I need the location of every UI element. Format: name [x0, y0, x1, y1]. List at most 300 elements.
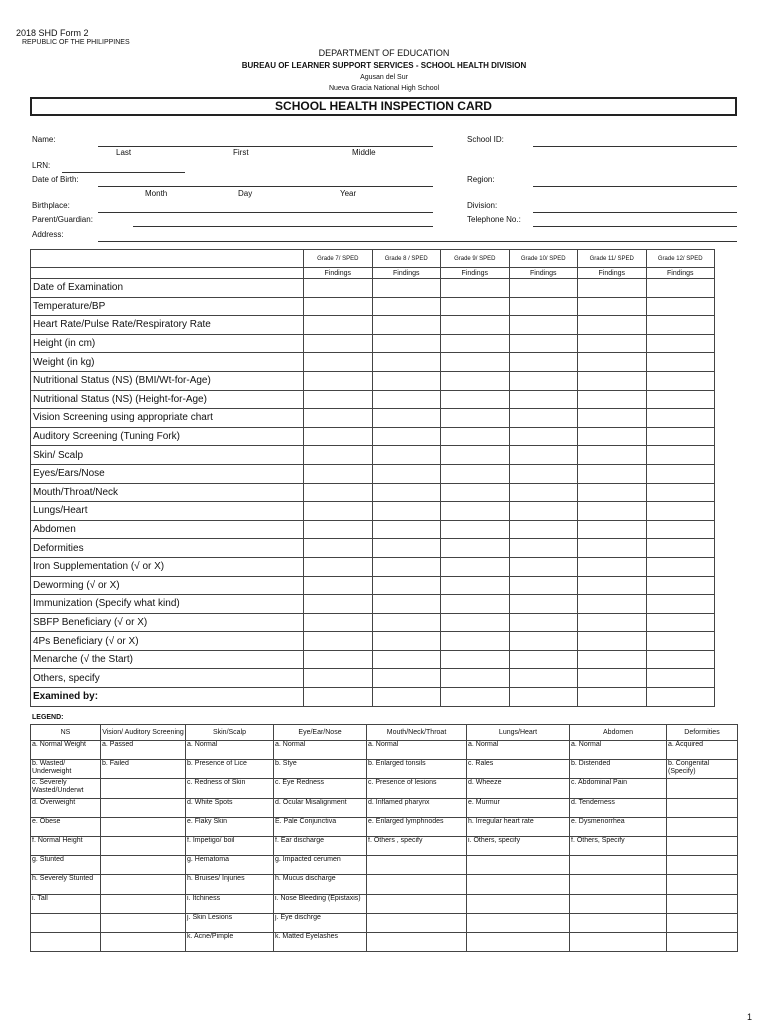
findings-cell[interactable] — [304, 334, 373, 353]
birthplace-label: Birthplace: — [32, 201, 70, 210]
table-row — [31, 632, 715, 651]
legend-cell: f. Normal Height — [31, 836, 101, 855]
legend-cell — [667, 856, 738, 875]
findings-cell[interactable] — [441, 557, 510, 576]
row-label: Deformities — [31, 539, 304, 558]
findings-cell[interactable] — [441, 520, 510, 539]
findings-cell[interactable] — [646, 390, 715, 409]
findings-cell[interactable] — [441, 502, 510, 521]
row-label: Temperature/BP — [31, 297, 304, 316]
findings-cell[interactable] — [509, 316, 578, 335]
lrn-label: LRN: — [32, 161, 51, 170]
table-row — [31, 520, 715, 539]
findings-cell[interactable] — [372, 297, 441, 316]
table-row — [31, 427, 715, 446]
findings-cell[interactable] — [304, 427, 373, 446]
grade-header: Grade 8 / SPED — [372, 250, 441, 268]
findings-cell[interactable] — [578, 557, 647, 576]
findings-cell[interactable] — [304, 464, 373, 483]
row-label: Examined by: — [31, 688, 304, 707]
school-id-field[interactable] — [533, 146, 737, 147]
legend-cell: i. Itchiness — [186, 894, 274, 913]
legend-row — [31, 913, 738, 932]
legend-cell — [367, 856, 467, 875]
findings-cell[interactable] — [509, 334, 578, 353]
legend-cell: j. Skin Lesions — [186, 913, 274, 932]
findings-cell[interactable] — [646, 669, 715, 688]
legend-cell — [467, 894, 570, 913]
legend-header: Mouth/Neck/Throat — [367, 725, 467, 741]
legend-cell: a. Normal — [570, 741, 667, 760]
legend-cell — [467, 932, 570, 951]
findings-cell[interactable] — [509, 539, 578, 558]
findings-cell[interactable] — [372, 632, 441, 651]
findings-cell[interactable] — [578, 279, 647, 298]
findings-cell[interactable] — [372, 427, 441, 446]
findings-header: Findings — [304, 268, 373, 279]
findings-cell[interactable] — [646, 353, 715, 372]
findings-cell[interactable] — [578, 446, 647, 465]
findings-cell[interactable] — [578, 483, 647, 502]
table-row — [31, 279, 715, 298]
legend-cell: d. Overweight — [31, 798, 101, 817]
grade-header-row — [31, 250, 715, 268]
legend-row — [31, 894, 738, 913]
parent-field[interactable] — [133, 226, 433, 227]
findings-cell[interactable] — [372, 502, 441, 521]
findings-cell[interactable] — [578, 409, 647, 428]
division-label: Division: — [467, 201, 498, 210]
legend-row — [31, 875, 738, 894]
findings-cell[interactable] — [509, 464, 578, 483]
findings-cell[interactable] — [372, 688, 441, 707]
findings-cell[interactable] — [646, 502, 715, 521]
legend-cell: b. Enlarged tonsils — [367, 760, 467, 779]
findings-cell[interactable] — [646, 632, 715, 651]
findings-cell[interactable] — [509, 279, 578, 298]
row-label: Deworming (√ or X) — [31, 576, 304, 595]
telephone-label: Telephone No.: — [467, 215, 521, 224]
findings-cell[interactable] — [441, 297, 510, 316]
findings-cell[interactable] — [372, 613, 441, 632]
legend-cell: c. Severely Wasted/Underwt — [31, 779, 101, 798]
findings-cell[interactable] — [304, 390, 373, 409]
header-blank-cell — [31, 250, 304, 268]
legend-cell — [101, 894, 186, 913]
findings-cell[interactable] — [441, 464, 510, 483]
row-label: Vision Screening using appropriate chart — [31, 409, 304, 428]
legend-cell: k. Acne/Pimple — [186, 932, 274, 951]
legend-cell: c. Rales — [467, 760, 570, 779]
findings-cell[interactable] — [646, 409, 715, 428]
findings-cell[interactable] — [509, 409, 578, 428]
legend-cell: d. Wheeze — [467, 779, 570, 798]
findings-cell[interactable] — [372, 409, 441, 428]
findings-cell[interactable] — [578, 371, 647, 390]
legend-cell: a. Normal — [467, 741, 570, 760]
legend-cell — [570, 894, 667, 913]
first-label: First — [233, 148, 249, 157]
table-row — [31, 316, 715, 335]
legend-cell: f. Others , specify — [367, 836, 467, 855]
findings-cell[interactable] — [441, 371, 510, 390]
row-label: Height (in cm) — [31, 334, 304, 353]
findings-cell[interactable] — [509, 650, 578, 669]
findings-cell[interactable] — [372, 316, 441, 335]
findings-cell[interactable] — [304, 353, 373, 372]
findings-cell[interactable] — [304, 409, 373, 428]
row-label: Iron Supplementation (√ or X) — [31, 557, 304, 576]
findings-cell[interactable] — [372, 576, 441, 595]
legend-cell: d. White Spots — [186, 798, 274, 817]
findings-cell[interactable] — [304, 539, 373, 558]
legend-cell — [570, 932, 667, 951]
findings-cell[interactable] — [646, 446, 715, 465]
findings-cell[interactable] — [304, 650, 373, 669]
findings-cell[interactable] — [509, 576, 578, 595]
legend-header: Eye/Ear/Nose — [274, 725, 367, 741]
findings-cell[interactable] — [578, 427, 647, 446]
findings-cell[interactable] — [509, 427, 578, 446]
table-row — [31, 297, 715, 316]
findings-header: Findings — [646, 268, 715, 279]
legend-cell: h. Mucus discharge — [274, 875, 367, 894]
republic-label: REPUBLIC OF THE PHILIPPINES — [22, 39, 130, 46]
findings-cell[interactable] — [372, 353, 441, 372]
legend-cell: h. Bruises/ Injuries — [186, 875, 274, 894]
findings-cell[interactable] — [509, 669, 578, 688]
legend-cell — [467, 913, 570, 932]
legend-cell — [667, 798, 738, 817]
legend-cell: c. Presence of lesions — [367, 779, 467, 798]
findings-cell[interactable] — [372, 279, 441, 298]
findings-cell[interactable] — [646, 650, 715, 669]
legend-table — [30, 724, 738, 952]
card-title: SCHOOL HEALTH INSPECTION CARD — [30, 97, 737, 116]
findings-cell[interactable] — [372, 539, 441, 558]
findings-cell[interactable] — [372, 371, 441, 390]
findings-cell[interactable] — [441, 279, 510, 298]
header-blank-cell — [31, 268, 304, 279]
findings-cell[interactable] — [578, 632, 647, 651]
region-label: Region: — [467, 175, 495, 184]
row-label: Menarche (√ the Start) — [31, 650, 304, 669]
findings-cell[interactable] — [304, 446, 373, 465]
findings-cell[interactable] — [441, 409, 510, 428]
findings-cell[interactable] — [578, 316, 647, 335]
findings-cell[interactable] — [578, 334, 647, 353]
row-label: SBFP Beneficiary (√ or X) — [31, 613, 304, 632]
findings-cell[interactable] — [304, 279, 373, 298]
legend-cell — [667, 932, 738, 951]
findings-cell[interactable] — [441, 483, 510, 502]
table-row — [31, 464, 715, 483]
findings-cell[interactable] — [441, 446, 510, 465]
legend-cell: a. Normal Weight — [31, 741, 101, 760]
findings-cell[interactable] — [441, 613, 510, 632]
findings-cell[interactable] — [372, 669, 441, 688]
table-row — [31, 502, 715, 521]
findings-cell[interactable] — [578, 539, 647, 558]
findings-cell[interactable] — [441, 334, 510, 353]
legend-cell — [31, 913, 101, 932]
legend-cell — [101, 932, 186, 951]
findings-cell[interactable] — [372, 464, 441, 483]
legend-row — [31, 856, 738, 875]
findings-cell[interactable] — [578, 464, 647, 483]
row-label: Nutritional Status (NS) (BMI/Wt-for-Age) — [31, 371, 304, 390]
findings-cell[interactable] — [509, 557, 578, 576]
findings-cell[interactable] — [578, 576, 647, 595]
findings-cell[interactable] — [304, 595, 373, 614]
findings-cell[interactable] — [304, 632, 373, 651]
legend-cell: j. Eye dischrge — [274, 913, 367, 932]
table-row — [31, 353, 715, 372]
findings-cell[interactable] — [304, 316, 373, 335]
findings-cell[interactable] — [372, 595, 441, 614]
row-label: 4Ps Beneficiary (√ or X) — [31, 632, 304, 651]
findings-cell[interactable] — [304, 371, 373, 390]
findings-cell[interactable] — [509, 446, 578, 465]
legend-cell: e. Dysmenorrhea — [570, 817, 667, 836]
legend-cell: e. Obese — [31, 817, 101, 836]
year-label: Year — [340, 189, 357, 198]
findings-cell[interactable] — [578, 353, 647, 372]
bureau-title: BUREAU OF LEARNER SUPPORT SERVICES - SCHOOL HEALTH DIVISION — [241, 61, 527, 70]
legend-cell — [570, 913, 667, 932]
legend-cell: b. Failed — [101, 760, 186, 779]
legend-cell: c. Abdominal Pain — [570, 779, 667, 798]
grade-header: Grade 12/ SPED — [646, 250, 715, 268]
legend-cell: e. Flaky Skin — [186, 817, 274, 836]
legend-header-row — [31, 725, 738, 741]
legend-cell: d. Ocular Misalignment — [274, 798, 367, 817]
findings-cell[interactable] — [372, 446, 441, 465]
legend-cell — [467, 856, 570, 875]
findings-cell[interactable] — [646, 464, 715, 483]
legend-cell: e. Enlarged lymphnodes — [367, 817, 467, 836]
grade-header: Grade 7/ SPED — [304, 250, 373, 268]
findings-cell[interactable] — [509, 502, 578, 521]
legend-cell: a. Normal — [186, 741, 274, 760]
legend-header: Abdomen — [570, 725, 667, 741]
last-label: Last — [116, 148, 132, 157]
findings-cell[interactable] — [372, 390, 441, 409]
findings-cell[interactable] — [646, 316, 715, 335]
legend-cell: k. Matted Eyelashes — [274, 932, 367, 951]
findings-cell[interactable] — [578, 595, 647, 614]
row-label: Immunization (Specify what kind) — [31, 595, 304, 614]
findings-cell[interactable] — [509, 688, 578, 707]
legend-row — [31, 779, 738, 798]
findings-cell[interactable] — [578, 669, 647, 688]
findings-cell[interactable] — [509, 390, 578, 409]
findings-cell[interactable] — [646, 297, 715, 316]
findings-cell[interactable] — [646, 371, 715, 390]
division-field[interactable] — [533, 212, 737, 213]
findings-cell[interactable] — [509, 353, 578, 372]
row-label: Eyes/Ears/Nose — [31, 464, 304, 483]
findings-cell[interactable] — [646, 483, 715, 502]
findings-cell[interactable] — [441, 650, 510, 669]
table-row — [31, 483, 715, 502]
findings-cell[interactable] — [441, 688, 510, 707]
findings-cell[interactable] — [646, 539, 715, 558]
row-label: Nutritional Status (NS) (Height-for-Age) — [31, 390, 304, 409]
table-row — [31, 334, 715, 353]
page-number: 1 — [746, 1012, 752, 1022]
legend-cell: a. Normal — [367, 741, 467, 760]
findings-cell[interactable] — [304, 520, 373, 539]
legend-cell: b. Congenital (Specify) — [667, 760, 738, 779]
legend-cell — [667, 779, 738, 798]
address-field[interactable] — [98, 241, 737, 242]
findings-cell[interactable] — [646, 427, 715, 446]
legend-cell: i. Tall — [31, 894, 101, 913]
findings-cell[interactable] — [441, 390, 510, 409]
findings-cell[interactable] — [304, 297, 373, 316]
row-label: Weight (in kg) — [31, 353, 304, 372]
findings-cell[interactable] — [646, 279, 715, 298]
region-field[interactable] — [533, 186, 737, 187]
table-row — [31, 446, 715, 465]
school-id-label: School ID: — [467, 135, 504, 144]
dob-field[interactable] — [98, 186, 433, 187]
legend-cell — [467, 875, 570, 894]
findings-cell[interactable] — [304, 483, 373, 502]
table-row — [31, 371, 715, 390]
legend-row — [31, 798, 738, 817]
findings-cell[interactable] — [646, 334, 715, 353]
lrn-field[interactable] — [62, 172, 185, 173]
legend-cell — [31, 932, 101, 951]
findings-cell[interactable] — [441, 632, 510, 651]
findings-cell[interactable] — [372, 334, 441, 353]
findings-cell[interactable] — [441, 316, 510, 335]
telephone-field[interactable] — [533, 226, 737, 227]
table-row — [31, 539, 715, 558]
legend-cell — [667, 913, 738, 932]
findings-cell[interactable] — [304, 688, 373, 707]
findings-cell[interactable] — [578, 613, 647, 632]
findings-cell[interactable] — [646, 520, 715, 539]
findings-header: Findings — [578, 268, 647, 279]
findings-cell[interactable] — [372, 650, 441, 669]
findings-cell[interactable] — [578, 688, 647, 707]
legend-cell: d. Tenderness — [570, 798, 667, 817]
findings-cell[interactable] — [578, 390, 647, 409]
legend-cell — [667, 836, 738, 855]
findings-cell[interactable] — [509, 520, 578, 539]
findings-cell[interactable] — [578, 650, 647, 669]
findings-cell[interactable] — [304, 669, 373, 688]
findings-cell[interactable] — [441, 576, 510, 595]
findings-cell[interactable] — [578, 520, 647, 539]
findings-cell[interactable] — [509, 371, 578, 390]
findings-header: Findings — [509, 268, 578, 279]
findings-cell[interactable] — [304, 576, 373, 595]
findings-cell[interactable] — [304, 502, 373, 521]
findings-cell[interactable] — [372, 520, 441, 539]
findings-cell[interactable] — [509, 595, 578, 614]
findings-cell[interactable] — [372, 557, 441, 576]
name-label: Name: — [32, 135, 56, 144]
legend-row — [31, 932, 738, 951]
findings-cell[interactable] — [509, 632, 578, 651]
legend-cell — [101, 856, 186, 875]
legend-cell: h. Severely Stunted — [31, 875, 101, 894]
findings-cell[interactable] — [646, 595, 715, 614]
findings-header-row — [31, 268, 715, 279]
legend-cell: b. Stye — [274, 760, 367, 779]
legend-cell — [570, 856, 667, 875]
middle-label: Middle — [352, 148, 376, 157]
findings-cell[interactable] — [372, 483, 441, 502]
legend-cell: i. Others, specify — [467, 836, 570, 855]
address-label: Address: — [32, 230, 64, 239]
findings-cell[interactable] — [646, 613, 715, 632]
row-label: Heart Rate/Pulse Rate/Respiratory Rate — [31, 316, 304, 335]
legend-cell — [101, 875, 186, 894]
table-row — [31, 688, 715, 707]
findings-cell[interactable] — [646, 688, 715, 707]
legend-cell — [570, 875, 667, 894]
birthplace-field[interactable] — [98, 212, 433, 213]
row-label: Skin/ Scalp — [31, 446, 304, 465]
legend-header: Skin/Scalp — [186, 725, 274, 741]
legend-cell: g. Hematoma — [186, 856, 274, 875]
findings-cell[interactable] — [304, 557, 373, 576]
findings-cell[interactable] — [578, 502, 647, 521]
findings-cell[interactable] — [304, 613, 373, 632]
school-name: Nueva Gracia National High School — [328, 85, 440, 92]
table-row — [31, 390, 715, 409]
legend-row — [31, 836, 738, 855]
legend-row — [31, 817, 738, 836]
findings-cell[interactable] — [441, 427, 510, 446]
grade-header: Grade 10/ SPED — [509, 250, 578, 268]
findings-cell[interactable] — [509, 613, 578, 632]
legend-cell: g. Impacted cerumen — [274, 856, 367, 875]
findings-cell[interactable] — [441, 539, 510, 558]
legend-header: Lungs/Heart — [467, 725, 570, 741]
findings-cell[interactable] — [441, 353, 510, 372]
table-row — [31, 650, 715, 669]
table-row — [31, 557, 715, 576]
dob-label: Date of Birth: — [32, 175, 79, 184]
legend-cell — [101, 836, 186, 855]
findings-cell[interactable] — [441, 669, 510, 688]
row-label: Lungs/Heart — [31, 502, 304, 521]
name-field[interactable] — [98, 146, 433, 147]
legend-cell: d. Inflamed pharynx — [367, 798, 467, 817]
legend-header: Deformities — [667, 725, 738, 741]
findings-header: Findings — [372, 268, 441, 279]
legend-cell — [101, 817, 186, 836]
legend-cell — [667, 894, 738, 913]
grade-header: Grade 9/ SPED — [441, 250, 510, 268]
form-code: 2018 SHD Form 2 — [16, 28, 89, 38]
findings-cell[interactable] — [441, 595, 510, 614]
legend-cell — [367, 932, 467, 951]
findings-cell[interactable] — [509, 297, 578, 316]
findings-cell[interactable] — [578, 297, 647, 316]
findings-cell[interactable] — [509, 483, 578, 502]
findings-cell[interactable] — [646, 557, 715, 576]
table-row — [31, 613, 715, 632]
findings-cell[interactable] — [646, 576, 715, 595]
legend-cell — [667, 817, 738, 836]
